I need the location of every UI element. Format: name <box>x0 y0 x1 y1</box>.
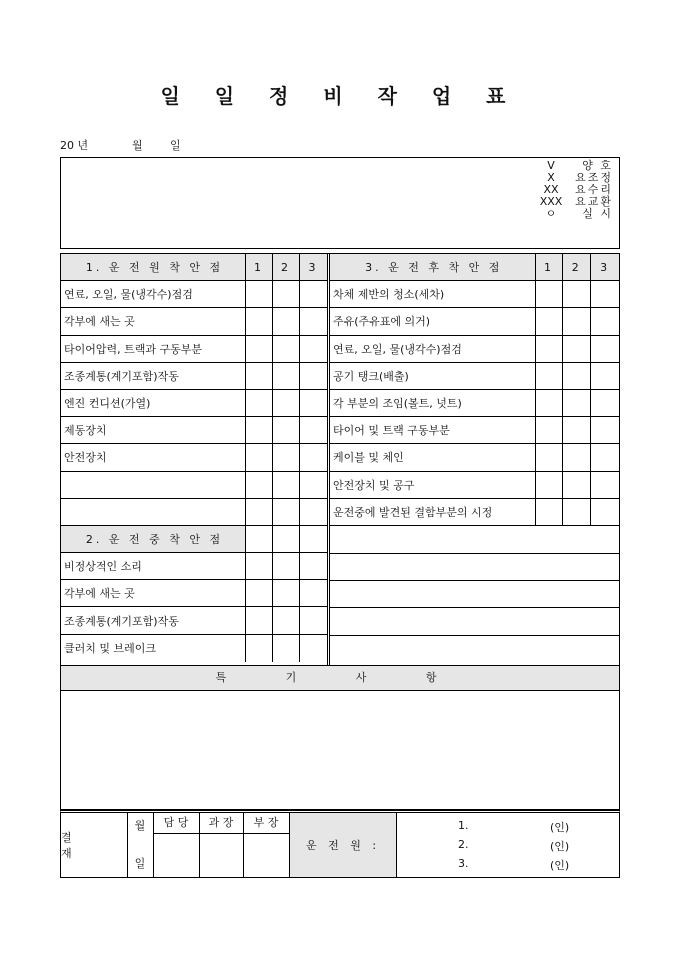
check-cell-2[interactable] <box>563 281 591 307</box>
sign-box-manager[interactable] <box>199 834 243 877</box>
check-cell-2[interactable] <box>273 472 300 498</box>
check-cell-3[interactable] <box>300 580 327 606</box>
item-label: 안전장치 <box>61 444 246 470</box>
checklist-row <box>61 444 327 471</box>
item-label: 타이어압력, 트랙과 구동부분 <box>61 336 246 362</box>
check-cell-3[interactable] <box>300 444 327 470</box>
check-cell-2[interactable] <box>273 363 300 389</box>
date-month[interactable]: 월 <box>132 139 143 152</box>
role-staff: 담 당 <box>163 816 189 829</box>
date-day[interactable]: 일 <box>170 139 181 152</box>
notes-header: 특 기 사 항 <box>60 666 620 691</box>
checklist-left <box>61 254 327 665</box>
item-label <box>61 472 246 498</box>
item-label: 주유(주유표에 의거) <box>330 308 536 334</box>
section-header-row <box>61 526 327 553</box>
item-label: 비정상적인 소리 <box>61 553 246 579</box>
section-header-row <box>61 254 327 281</box>
check-cell-3[interactable] <box>591 281 619 307</box>
legend-row <box>531 208 613 220</box>
check-cell-1[interactable] <box>246 526 273 552</box>
check-cell-3[interactable] <box>591 308 619 334</box>
checklist-row <box>330 308 619 335</box>
item-label: 케이블 및 체인 <box>330 444 536 470</box>
check-cell-1[interactable] <box>246 336 273 362</box>
check-cell-2[interactable] <box>273 308 300 334</box>
legend-symbol: V <box>547 159 555 172</box>
check-cell-2[interactable] <box>273 635 300 662</box>
checklist-row <box>330 390 619 417</box>
check-cell-2[interactable] <box>273 526 300 552</box>
item-label: 안전장치 및 공구 <box>330 472 536 498</box>
checklist-row <box>61 390 327 417</box>
legend-label: 요조정 <box>575 171 613 184</box>
checklist-row <box>61 308 327 335</box>
item-label: 운전중에 발견된 결함부분의 시정 <box>330 499 536 525</box>
checklist-row <box>330 336 619 363</box>
check-cell-3[interactable] <box>300 499 327 525</box>
item-label: 타이어 및 트랙 구동부분 <box>330 417 536 443</box>
legend-symbol: XX <box>543 183 559 196</box>
item-label: 각부에 새는 곳 <box>61 580 246 606</box>
item-label: 클러치 및 브레이크 <box>61 635 246 662</box>
checklist-row <box>61 417 327 444</box>
check-cell-3[interactable] <box>300 472 327 498</box>
item-label: 각 부분의 조임(볼트, 넛트) <box>330 390 536 416</box>
item-label: 공기 탱크(배출) <box>330 363 536 389</box>
check-cell-1[interactable] <box>536 281 564 307</box>
operator-number: 1. <box>458 819 469 832</box>
operator-row <box>406 838 616 856</box>
role-manager: 과 장 <box>208 816 234 829</box>
check-cell-1[interactable] <box>246 607 273 633</box>
checklist-right <box>327 254 619 665</box>
approval-month: 월 <box>134 819 146 832</box>
check-cell-1[interactable] <box>246 553 273 579</box>
legend-box <box>60 157 620 249</box>
column-header-2: 2 <box>563 254 591 280</box>
check-cell-3[interactable] <box>300 635 327 662</box>
check-cell-1[interactable] <box>246 281 273 307</box>
role-director: 부 장 <box>253 816 279 829</box>
section-title: 3. 운 전 후 착 안 점 <box>330 254 536 280</box>
check-cell-2[interactable] <box>273 444 300 470</box>
item-label: 엔진 컨디션(가열) <box>61 390 246 416</box>
column-header-3: 3 <box>300 254 327 280</box>
check-cell-1[interactable] <box>536 417 564 443</box>
check-cell-2[interactable] <box>563 499 591 525</box>
notes-area[interactable] <box>60 691 620 810</box>
approval-day: 일 <box>134 857 146 870</box>
operator-seal[interactable]: (인) <box>550 821 570 834</box>
legend-label: 요수리 <box>575 183 613 196</box>
item-label: 제동장치 <box>61 417 246 443</box>
check-cell-3[interactable] <box>300 526 327 552</box>
check-cell-3[interactable] <box>591 417 619 443</box>
check-cell-3[interactable] <box>300 308 327 334</box>
item-label: 연료, 오일, 물(냉각수)점검 <box>330 336 536 362</box>
check-cell-3[interactable] <box>591 390 619 416</box>
item-label: 조종계통(계기포함)작동 <box>61 363 246 389</box>
checklist-row <box>61 607 327 634</box>
operator-number: 3. <box>458 857 469 870</box>
check-cell-2[interactable] <box>563 363 591 389</box>
operator-seal[interactable]: (인) <box>550 859 570 872</box>
check-cell-2[interactable] <box>273 607 300 633</box>
check-cell-3[interactable] <box>300 363 327 389</box>
check-cell-1[interactable] <box>536 444 564 470</box>
checklist-row <box>61 553 327 580</box>
check-cell-2[interactable] <box>563 472 591 498</box>
check-cell-1[interactable] <box>246 472 273 498</box>
date-year[interactable]: 20 년 <box>60 139 89 152</box>
check-cell-2[interactable] <box>273 336 300 362</box>
checklist-row <box>330 417 619 444</box>
check-cell-1[interactable] <box>536 390 564 416</box>
checklist-row <box>330 472 619 499</box>
checklist-grid <box>60 253 620 666</box>
operator-row <box>406 819 616 837</box>
checklist-row <box>61 635 327 662</box>
checklist-row <box>61 336 327 363</box>
item-label: 차체 제반의 청소(세차) <box>330 281 536 307</box>
item-label: 조종계통(계기포함)작동 <box>61 607 246 633</box>
check-cell-3[interactable] <box>591 444 619 470</box>
check-cell-2[interactable] <box>563 308 591 334</box>
checklist-row <box>61 499 327 526</box>
check-cell-3[interactable] <box>300 417 327 443</box>
checklist-row <box>330 499 619 526</box>
legend-symbol: XXX <box>539 195 563 208</box>
legend-symbol: X <box>547 171 555 184</box>
column-header-3: 3 <box>591 254 619 280</box>
legend <box>531 160 613 220</box>
item-label: 연료, 오일, 물(냉각수)점검 <box>61 281 246 307</box>
check-cell-2[interactable] <box>273 281 300 307</box>
check-cell-1[interactable] <box>246 417 273 443</box>
check-cell-2[interactable] <box>273 390 300 416</box>
check-cell-1[interactable] <box>536 363 564 389</box>
checklist-row <box>330 363 619 390</box>
date-line <box>60 137 181 153</box>
item-label: 각부에 새는 곳 <box>61 308 246 334</box>
section-header-row <box>330 254 619 281</box>
checklist-row <box>61 580 327 607</box>
check-cell-1[interactable] <box>246 363 273 389</box>
checklist-row <box>61 472 327 499</box>
blank-area <box>330 526 619 662</box>
operator-number: 2. <box>458 838 469 851</box>
column-header-1: 1 <box>536 254 564 280</box>
operator-seal[interactable]: (인) <box>550 840 570 853</box>
legend-label: 양 호 <box>582 159 613 172</box>
checklist-row <box>330 281 619 308</box>
check-cell-2[interactable] <box>273 580 300 606</box>
section-title: 2. 운 전 중 착 안 점 <box>61 526 246 552</box>
check-cell-1[interactable] <box>536 336 564 362</box>
legend-symbol: ㅇ <box>545 207 557 220</box>
check-cell-2[interactable] <box>563 417 591 443</box>
check-cell-3[interactable] <box>300 336 327 362</box>
legend-label: 실 시 <box>582 207 613 220</box>
approval-section <box>60 810 620 878</box>
section-title: 1. 운 전 원 착 안 점 <box>61 254 246 280</box>
column-header-2: 2 <box>273 254 300 280</box>
check-cell-2[interactable] <box>273 553 300 579</box>
operator-row <box>406 857 616 875</box>
check-cell-1[interactable] <box>246 308 273 334</box>
check-cell-2[interactable] <box>273 499 300 525</box>
check-cell-1[interactable] <box>536 308 564 334</box>
check-cell-2[interactable] <box>563 444 591 470</box>
column-header-1: 1 <box>246 254 273 280</box>
approval-label: 결 재 <box>61 831 86 860</box>
operator-label: 운 전 원 : <box>290 813 396 877</box>
sign-box-director[interactable] <box>243 834 289 877</box>
checklist-row <box>330 444 619 471</box>
check-cell-1[interactable] <box>246 635 273 662</box>
check-cell-3[interactable] <box>591 472 619 498</box>
check-cell-2[interactable] <box>273 417 300 443</box>
check-cell-1[interactable] <box>246 444 273 470</box>
check-cell-3[interactable] <box>300 281 327 307</box>
page-title: 일 일 정 비 작 업 표 <box>160 84 520 108</box>
check-cell-2[interactable] <box>563 390 591 416</box>
check-cell-3[interactable] <box>300 390 327 416</box>
check-cell-3[interactable] <box>591 336 619 362</box>
item-label <box>61 499 246 525</box>
check-cell-1[interactable] <box>246 499 273 525</box>
check-cell-1[interactable] <box>246 390 273 416</box>
check-cell-2[interactable] <box>563 336 591 362</box>
check-cell-3[interactable] <box>300 553 327 579</box>
sign-box-staff[interactable] <box>153 834 199 877</box>
checklist-row <box>61 281 327 308</box>
check-cell-3[interactable] <box>591 363 619 389</box>
check-cell-1[interactable] <box>246 580 273 606</box>
check-cell-3[interactable] <box>300 607 327 633</box>
check-cell-1[interactable] <box>536 499 564 525</box>
checklist-row <box>61 363 327 390</box>
legend-label: 요교환 <box>575 195 613 208</box>
check-cell-3[interactable] <box>591 499 619 525</box>
check-cell-1[interactable] <box>536 472 564 498</box>
